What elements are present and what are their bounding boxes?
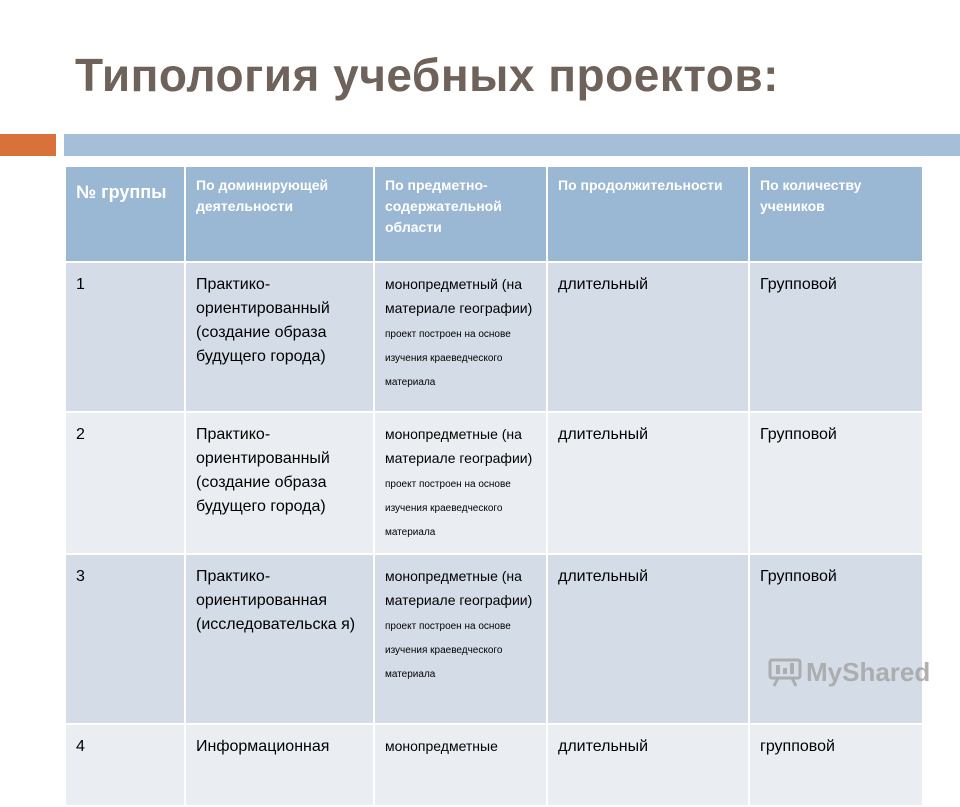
cell-activity: Практико-ориентированный (создание образа будущего города) — [185, 412, 374, 554]
cell-student-count: Групповой — [749, 554, 923, 724]
cell-group-number: 3 — [65, 554, 185, 724]
cell-subject-area — [374, 262, 547, 412]
subject-note-text: проект построен на основе изучения краеведческого материала — [385, 621, 511, 680]
projects-table — [64, 165, 924, 807]
projects-table-container — [64, 165, 922, 755]
cell-group-number: 1 — [65, 262, 185, 412]
header-student-count: По количеству учеников — [749, 166, 923, 262]
cell-subject-area — [374, 554, 547, 724]
subject-main-text: монопредметные — [385, 738, 498, 754]
header-activity: По доминирующей деятельности — [185, 166, 374, 262]
table-row — [65, 554, 923, 724]
cell-group-number: 4 — [65, 724, 185, 806]
subject-note-text: проект построен на основе изучения краеведческого материала — [385, 479, 511, 538]
page-title: Типология учебных проектов: — [75, 49, 779, 101]
title-rule — [64, 134, 960, 156]
table-row — [65, 412, 923, 554]
table-row — [65, 262, 923, 412]
header-subject-area: По предметно-содержательной области — [374, 166, 547, 262]
watermark-text: MyShared — [806, 656, 931, 687]
cell-subject-area — [374, 412, 547, 554]
cell-duration: длительный — [547, 554, 749, 724]
cell-subject-area — [374, 724, 547, 806]
accent-bar — [0, 134, 56, 156]
cell-duration: длительный — [547, 724, 749, 806]
subject-main-text: монопредметный (на материале географии) — [385, 276, 533, 316]
table-header-row — [65, 166, 923, 262]
cell-duration: длительный — [547, 262, 749, 412]
watermark — [768, 657, 930, 687]
cell-student-count: групповой — [749, 724, 923, 806]
cell-activity: Информационная — [185, 724, 374, 806]
cell-duration: длительный — [547, 412, 749, 554]
cell-student-count: Групповой — [749, 412, 923, 554]
cell-activity: Практико-ориентированная (исследовательска я) — [185, 554, 374, 724]
presentation-board-icon — [768, 657, 802, 687]
header-duration: По продолжительности — [547, 166, 749, 262]
subject-main-text: монопредметные (на материале географии) — [385, 426, 533, 466]
subject-note-text: проект построен на основе изучения краеведческого материала — [385, 329, 511, 388]
cell-group-number: 2 — [65, 412, 185, 554]
cell-student-count: Групповой — [749, 262, 923, 412]
table-row — [65, 724, 923, 806]
subject-main-text: монопредметные (на материале географии) — [385, 568, 533, 608]
header-group-number: № группы — [65, 166, 185, 262]
cell-activity: Практико-ориентированный (создание образа будущего города) — [185, 262, 374, 412]
